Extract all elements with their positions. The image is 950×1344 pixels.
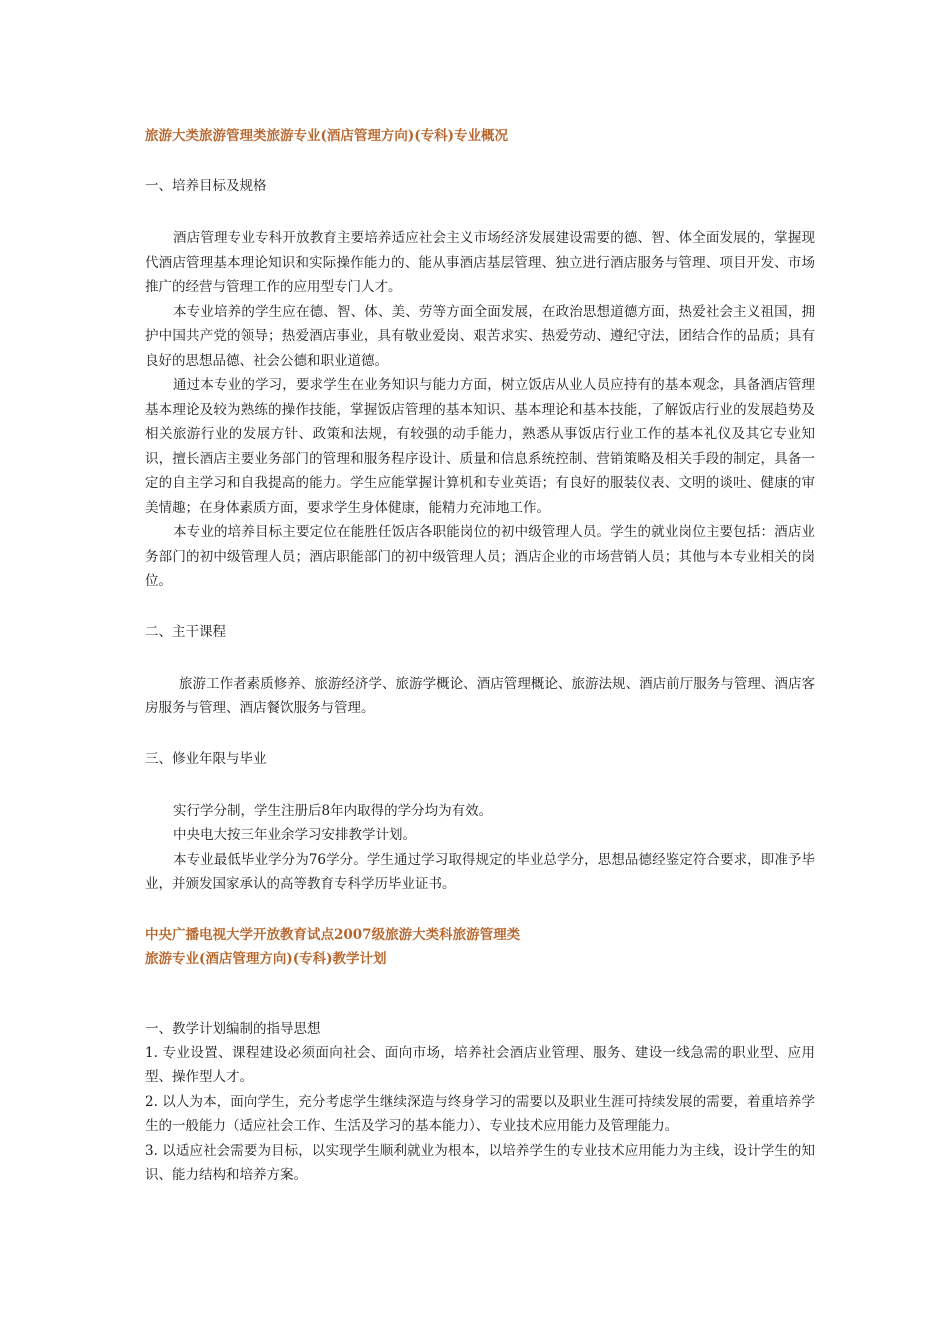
courses-paragraph: 旅游工作者素质修养、旅游经济学、旅游学概论、酒店管理概论、旅游法规、酒店前厅服务与管理、酒店客房服务与管理、酒店餐饮服务与管理。 (145, 675, 815, 716)
goals-paragraph: 本专业的培养目标主要定位在能胜任饭店各职能岗位的初中级管理人员。学生的就业岗位主要包括：酒店业务部门的初中级管理人员；酒店职能部门的初中级管理人员；酒店企业的市场营销人员；其他与本专业相关的岗位。 (145, 524, 815, 589)
plan-title-line2: 旅游专业(酒店管理方向)(专科)教学计划 (145, 950, 387, 967)
section-heading-guiding-ideas: 一、教学计划编制的指导思想 (145, 1020, 321, 1037)
goals-paragraph: 酒店管理专业专科开放教育主要培养适应社会主义市场经济发展建设需要的德、智、体全面发展的，掌握现代酒店管理基本理论知识和实际操作能力的、能从事酒店基层管理、独立进行酒店服务与管理、项目开发、市场推广的经营与管理工作的应用型专门人才。 (145, 230, 815, 295)
guiding-idea-item: 1. 专业设置、课程建设必须面向社会、面向市场，培养社会酒店业管理、服务、建设一线急需的职业型、应用型、操作型人才。 (145, 1044, 815, 1085)
document-content (145, 124, 815, 1188)
section-heading-courses: 二、主干课程 (145, 623, 226, 640)
graduation-paragraph: 实行学分制，学生注册后8年内取得的学分均为有效。 (173, 802, 493, 819)
goals-paragraph: 通过本专业的学习，要求学生在业务知识与能力方面，树立饭店从业人员应持有的基本观念，具备酒店管理基本理论及较为熟练的操作技能，掌握饭店管理的基本知识、基本理论和基本技能，了解饭店行业的发展趋势及相关旅游行业的发展方针、政策和法规，有较强的动手能力，熟悉从事饭店行业工作的基本礼仪及其它专业知识，擅长酒店主要业务部门的管理和服务程序设计、质量和信息系统控制、营销策略及相关手段的制定，具备一定的自主学习和自我提高的能力。学生应能掌握计算机和专业英语；有良好的服装仪表、文明的谈吐、健康的审美情趣；在身体素质方面，要求学生身体健康，能精力充沛地工作。 (145, 377, 815, 516)
section-heading-graduation: 三、修业年限与毕业 (145, 750, 267, 767)
section-heading-goals: 一、培养目标及规格 (145, 178, 267, 194)
plan-title-line1: 中央广播电视大学开放教育试点2007级旅游大类科旅游管理类 (145, 926, 521, 943)
overview-title: 旅游大类旅游管理类旅游专业(酒店管理方向)(专科)专业概况 (145, 128, 509, 144)
guiding-idea-item: 3. 以适应社会需要为目标，以实现学生顺利就业为根本，以培养学生的专业技术应用能力为主线，设计学生的知识、能力结构和培养方案。 (145, 1142, 815, 1183)
graduation-paragraph: 本专业最低毕业学分为76学分。学生通过学习取得规定的毕业总学分，思想品德经鉴定符合要求，即准予毕业，并颁发国家承认的高等教育专科学历毕业证书。 (145, 851, 815, 892)
guiding-idea-item: 2. 以人为本，面向学生，充分考虑学生继续深造与终身学习的需要以及职业生涯可持续发展的需要，着重培养学生的一般能力（适应社会工作、生活及学习的基本能力）、专业技术应用能力及管理能力。 (145, 1093, 815, 1134)
graduation-paragraph: 中央电大按三年业余学习安排教学计划。 (173, 827, 416, 843)
goals-paragraph: 本专业培养的学生应在德、智、体、美、劳等方面全面发展，在政治思想道德方面，热爱社会主义祖国，拥护中国共产党的领导；热爱酒店事业，具有敬业爱岗、艰苦求实、热爱劳动、遵纪守法，团结合作的品质；具有良好的思想品德、社会公德和职业道德。 (145, 303, 815, 369)
